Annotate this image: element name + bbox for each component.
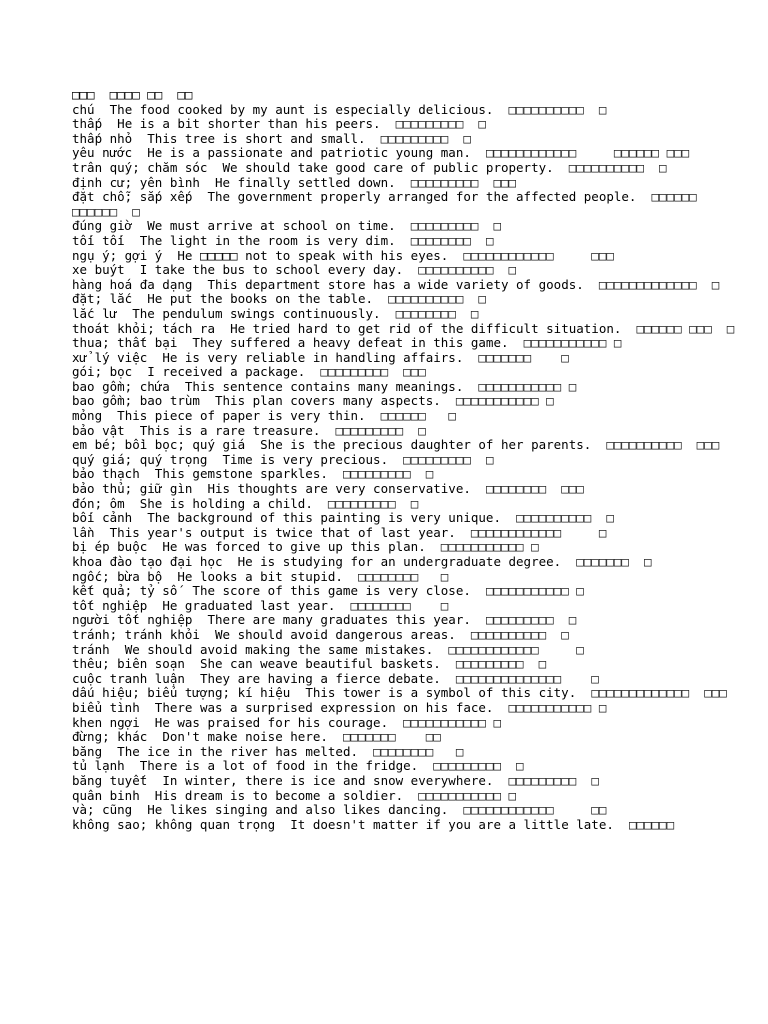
example-sentence: This plan covers many aspects. <box>215 393 441 409</box>
example-sentence: She is holding a child. <box>139 495 313 511</box>
vocab-word: quân binh <box>72 787 140 803</box>
vocab-word: ngốc; bừa bộ <box>72 568 163 584</box>
example-sentence: His dream is to become a soldier. <box>154 787 404 803</box>
example-sentence: His thoughts are very conservative. <box>207 481 471 497</box>
missing-glyphs: □□□□□□ <box>628 816 675 832</box>
document-body <box>72 88 748 832</box>
vocab-entry <box>72 234 748 249</box>
missing-glyphs: □□□□□□□□□ □□□ <box>410 174 517 190</box>
vocab-entry <box>72 657 748 672</box>
vocab-entry <box>72 351 748 366</box>
missing-glyphs: □□□□□□□□□ □□□ <box>320 364 426 380</box>
vocab-entry <box>72 292 748 307</box>
example-sentence: He tried hard to get rid of the difficult situation. <box>230 320 622 336</box>
vocab-word: băng <box>72 743 103 759</box>
missing-glyphs: □□□□□□□□ □ <box>410 232 494 248</box>
example-sentence: She is the precious daughter of her parents. <box>260 437 592 453</box>
example-sentence: He graduated last year. <box>162 597 336 613</box>
vocab-entry <box>72 117 748 132</box>
missing-glyphs: □□□□□□□□ □ <box>395 305 479 321</box>
example-sentence: We should avoid dangerous areas. <box>215 626 456 642</box>
vocab-word: bị ép buộc <box>72 539 148 555</box>
example-sentence: This piece of paper is very thin. <box>117 408 366 424</box>
missing-glyphs: □□□□□□□□□□□ □ <box>485 583 584 599</box>
missing-glyphs: □□□□□□□□□□□□□ □ <box>598 276 720 292</box>
example-sentence: The score of this game is very close. <box>192 583 471 599</box>
vocab-word: tối tối <box>72 232 125 248</box>
missing-glyphs: □□□□□□□□□□□ □ <box>418 787 517 803</box>
vocab-entry <box>72 745 748 760</box>
vocab-entry <box>72 584 748 599</box>
example-sentence: The light in the room is very dim. <box>139 232 396 248</box>
missing-glyphs: □□□□□□□□□□□ □ <box>403 714 501 730</box>
missing-glyphs: □□□□□□□ □ <box>478 349 569 365</box>
example-sentence: This department store has a wide variety of goods. <box>207 276 584 292</box>
vocab-word: người tốt nghiệp <box>72 612 193 628</box>
missing-glyphs: □□□□□□□ □□ <box>342 729 441 745</box>
example-sentence: The food cooked by my aunt is especially delicious. <box>109 101 494 117</box>
vocab-word: bảo thạch <box>72 466 140 482</box>
missing-glyphs: □□□□□□ □□□□□□ □ <box>72 189 705 219</box>
vocab-entry <box>72 307 748 322</box>
example-sentence: He is a bit shorter than his peers. <box>117 116 381 132</box>
vocab-word: tránh; tránh khỏi <box>72 626 200 642</box>
example-sentence: He was praised for his courage. <box>154 714 389 730</box>
vocab-word: quý giá; quý trọng <box>72 451 208 467</box>
vocab-word: lần <box>72 524 95 540</box>
missing-glyphs: □□□□□□□□□□ □ <box>388 291 486 307</box>
vocab-entry <box>72 409 748 424</box>
example-sentence: This gemstone sparkles. <box>154 466 328 482</box>
example-sentence: Don't make noise here. <box>162 729 328 745</box>
vocab-word: hàng hoá đa dạng <box>72 276 193 292</box>
vocab-word: lắc lư <box>72 305 118 321</box>
vocab-word: mỏng <box>72 408 103 424</box>
example-sentence: We should avoid making the same mistakes. <box>124 641 434 657</box>
example-sentence: I received a package. <box>147 364 306 380</box>
example-sentence: Time is very precious. <box>222 451 389 467</box>
vocab-word: thêu; biên soạn <box>72 656 185 672</box>
vocab-word: đón; ôm <box>72 495 125 511</box>
missing-glyphs: □□□□□□□ □ <box>576 554 652 569</box>
vocab-word: và; cũng <box>72 802 133 818</box>
missing-glyphs: □□□□□□□□□ □ <box>335 422 426 438</box>
missing-glyphs: □□□□□□□□□ □ <box>395 116 486 132</box>
vocab-entry <box>72 789 748 804</box>
vocab-entry <box>72 176 748 191</box>
missing-glyphs: □□□□□□□□□ □ <box>455 656 547 672</box>
missing-glyphs: □□□□□□□□□□ □ <box>516 510 614 526</box>
missing-glyphs: □□□□□□□□□□□□□□ □ <box>455 670 599 686</box>
missing-glyphs: □□□□□□□□□□ □□□ <box>606 437 720 453</box>
vocab-entry <box>72 249 748 264</box>
example-sentence: We should take good care of public property. <box>222 159 554 175</box>
example-sentence: He is a passionate and patriotic young man. <box>147 145 471 161</box>
missing-glyphs: □□□□□□□□□ □ <box>410 218 502 234</box>
vocab-word: thấp nhỏ <box>72 130 133 146</box>
example-sentence: They are having a fierce debate. <box>199 670 441 686</box>
vocab-word: trân quý; chăm sóc <box>72 159 208 175</box>
example-sentence: There are many graduates this year. <box>207 612 471 628</box>
example-sentence: He is very reliable in handling affairs. <box>162 349 464 365</box>
vocab-word: không sao; không quan trọng <box>72 816 276 832</box>
vocab-entry <box>72 161 748 176</box>
vocab-entry <box>72 336 748 351</box>
vocab-entry <box>72 686 748 701</box>
vocab-entry <box>72 511 748 526</box>
vocab-entry <box>72 628 748 643</box>
vocab-word: băng tuyết <box>72 772 148 788</box>
vocab-entry <box>72 716 748 731</box>
vocab-entry <box>72 643 748 658</box>
missing-glyphs: □□□□□□□□□□□□ □□□ <box>463 247 614 263</box>
vocab-word: bảo vật <box>72 422 125 438</box>
example-sentence: The pendulum swings continuously. <box>132 305 381 321</box>
vocab-entry <box>72 803 748 818</box>
example-sentence: She can weave beautiful baskets. <box>199 656 441 672</box>
example-sentence: The background of this painting is very unique. <box>147 510 501 526</box>
vocab-entry <box>72 818 748 833</box>
vocab-entry <box>72 730 748 745</box>
missing-glyphs: □□□□□□□□□□□ □ <box>508 699 607 715</box>
entry-list <box>72 103 748 833</box>
missing-glyphs: □□□□□□□□□□□□ □□□□□□ □□□ <box>485 145 690 161</box>
vocab-entry <box>72 613 748 628</box>
missing-glyphs: □□□□□□□□□□□□ □ <box>470 524 607 540</box>
vocab-word: thoát khỏi; tách ra <box>72 320 215 336</box>
vocab-word: định cư; yên bình <box>72 174 200 190</box>
missing-glyphs: □□□□□□□□□ □ <box>485 612 577 628</box>
vocab-entry <box>72 424 748 439</box>
vocab-word: chú <box>72 101 95 117</box>
vocab-entry <box>72 570 748 585</box>
vocab-entry <box>72 497 748 512</box>
missing-glyphs: □□□□□□□□□□□ □ <box>478 378 577 394</box>
vocab-word: tủ lạnh <box>72 758 125 774</box>
vocab-word: xử lý việc <box>72 349 148 365</box>
vocab-entry <box>72 482 748 497</box>
vocab-entry <box>72 146 748 161</box>
example-sentence: He is studying for an undergraduate degree. <box>237 554 562 569</box>
vocab-entry <box>72 190 748 219</box>
example-sentence: I take the bus to school every day. <box>139 262 404 278</box>
vocab-entry <box>72 365 748 380</box>
vocab-entry <box>72 599 748 614</box>
vocab-word: ngụ ý; gợi ý <box>72 247 163 263</box>
vocab-word: xe buýt <box>72 262 125 278</box>
vocab-entry <box>72 438 748 453</box>
vocab-word: cuộc tranh luận <box>72 670 185 686</box>
example-sentence: He put the books on the table. <box>147 291 374 307</box>
vocab-entry <box>72 103 748 118</box>
vocab-entry <box>72 219 748 234</box>
vocab-word: khen ngợi <box>72 714 140 730</box>
vocab-word: bao gồm; chứa <box>72 378 170 394</box>
missing-glyphs: □□□□□□□□□ □ <box>342 466 434 482</box>
example-sentence: It doesn't matter if you are a little late. <box>290 816 614 832</box>
vocab-word: tránh <box>72 641 110 657</box>
example-sentence: In winter, there is ice and snow everywhere. <box>162 772 494 788</box>
missing-glyphs: □□□□□□ □□□ □ <box>636 320 735 336</box>
missing-glyphs: □□□□□□□□□□□□ □ <box>448 641 584 657</box>
missing-glyphs: □□□□□□□□ □ <box>373 743 464 759</box>
example-sentence: They suffered a heavy defeat in this game. <box>192 335 509 351</box>
vocab-word: gói; bọc <box>72 364 133 380</box>
vocab-word: bối cảnh <box>72 510 133 526</box>
missing-glyphs: □□□□□□□□□ □ <box>380 130 471 146</box>
example-sentence: He was forced to give up this plan. <box>162 539 426 555</box>
example-sentence: The ice in the river has melted. <box>117 743 358 759</box>
missing-glyphs: □□□□□□□□□□□□ □□ <box>463 802 607 818</box>
vocab-word: kết quả; tỷ số <box>72 583 178 599</box>
vocab-entry <box>72 278 748 293</box>
missing-glyphs: □□□□□□□□□ □ <box>508 772 599 788</box>
header-line: □□□ □□□□ □□ □□ <box>72 87 193 102</box>
vocab-word: bao gồm; bao trùm <box>72 393 200 409</box>
missing-glyphs: □□□□□□□□ □□□ <box>485 481 584 497</box>
missing-glyphs: □□□□□□□□□ □ <box>403 451 494 467</box>
missing-glyphs: □□□□□□□□□□□ □ <box>455 393 554 409</box>
missing-glyphs: □□□□□□□□ □ <box>358 568 449 584</box>
example-sentence: This year's output is twice that of last year. <box>109 524 456 540</box>
vocab-word: tốt nghiệp <box>72 597 148 613</box>
vocab-word: dấu hiệu; biểu tượng; kí hiệu <box>72 685 291 701</box>
example-sentence: This tree is short and small. <box>147 130 366 146</box>
vocab-entry <box>72 759 748 774</box>
vocab-word: thấp <box>72 116 103 132</box>
vocab-entry <box>72 453 748 468</box>
vocab-word: bảo thủ; giữ gìn <box>72 481 193 497</box>
missing-glyphs: □□□□□□□□□□□ □ <box>523 335 622 351</box>
vocab-word: đặt; lắc <box>72 291 133 307</box>
missing-glyphs: □□□□□□□□□□ □ <box>418 262 517 278</box>
example-sentence: He □□□□□ not to speak with his eyes. <box>177 247 449 263</box>
vocab-entry <box>72 322 748 337</box>
vocab-entry <box>72 672 748 687</box>
missing-glyphs: □□□□□□□□□□□ □ <box>440 539 539 555</box>
vocab-entry <box>72 132 748 147</box>
missing-glyphs: □□□□□□□□□□ □ <box>508 101 607 117</box>
example-sentence: He looks a bit stupid. <box>177 568 343 584</box>
missing-glyphs: □□□□□□□□□ □ <box>327 495 419 511</box>
vocab-entry <box>72 380 748 395</box>
vocab-entry <box>72 467 748 482</box>
example-sentence: The government properly arranged for the affected people. <box>207 189 637 205</box>
vocab-word: đặt chỗ; sắp xếp <box>72 189 193 205</box>
vocab-word: biểu tình <box>72 699 140 715</box>
vocab-entry <box>72 701 748 716</box>
example-sentence: There was a surprised expression on his face. <box>154 699 494 715</box>
missing-glyphs: □□□□□□□□□□ □ <box>470 626 569 642</box>
vocab-entry <box>72 526 748 541</box>
vocab-word: thua; thất bại <box>72 335 178 351</box>
vocab-entry <box>72 774 748 789</box>
vocab-entry <box>72 263 748 278</box>
vocab-word: yêu nước <box>72 145 133 161</box>
missing-glyphs: □□□□□□ □ <box>380 408 456 424</box>
vocab-word: em bé; bồi bọc; quý giá <box>72 437 246 453</box>
missing-glyphs: □□□□□□□□ □ <box>350 597 449 613</box>
vocab-word: đừng; khác <box>72 729 148 745</box>
example-sentence: We must arrive at school on time. <box>147 218 396 234</box>
vocab-entry <box>72 555 748 570</box>
example-sentence: This is a rare treasure. <box>139 422 321 438</box>
example-sentence: He finally settled down. <box>215 174 396 190</box>
example-sentence: There is a lot of food in the fridge. <box>139 758 419 774</box>
example-sentence: This sentence contains many meanings. <box>184 378 464 394</box>
vocab-entry <box>72 540 748 555</box>
missing-glyphs: □□□□□□□□□□ □ <box>568 159 667 175</box>
vocab-word: đúng giờ <box>72 218 133 234</box>
example-sentence: He likes singing and also likes dancing. <box>147 802 449 818</box>
missing-glyphs: □□□□□□□□□ □ <box>433 758 524 774</box>
example-sentence: This tower is a symbol of this city. <box>305 685 577 701</box>
vocab-word: khoa đào tạo đại học <box>72 554 223 569</box>
missing-glyphs: □□□□□□□□□□□□□ □□□ <box>591 685 727 701</box>
vocab-entry <box>72 394 748 409</box>
